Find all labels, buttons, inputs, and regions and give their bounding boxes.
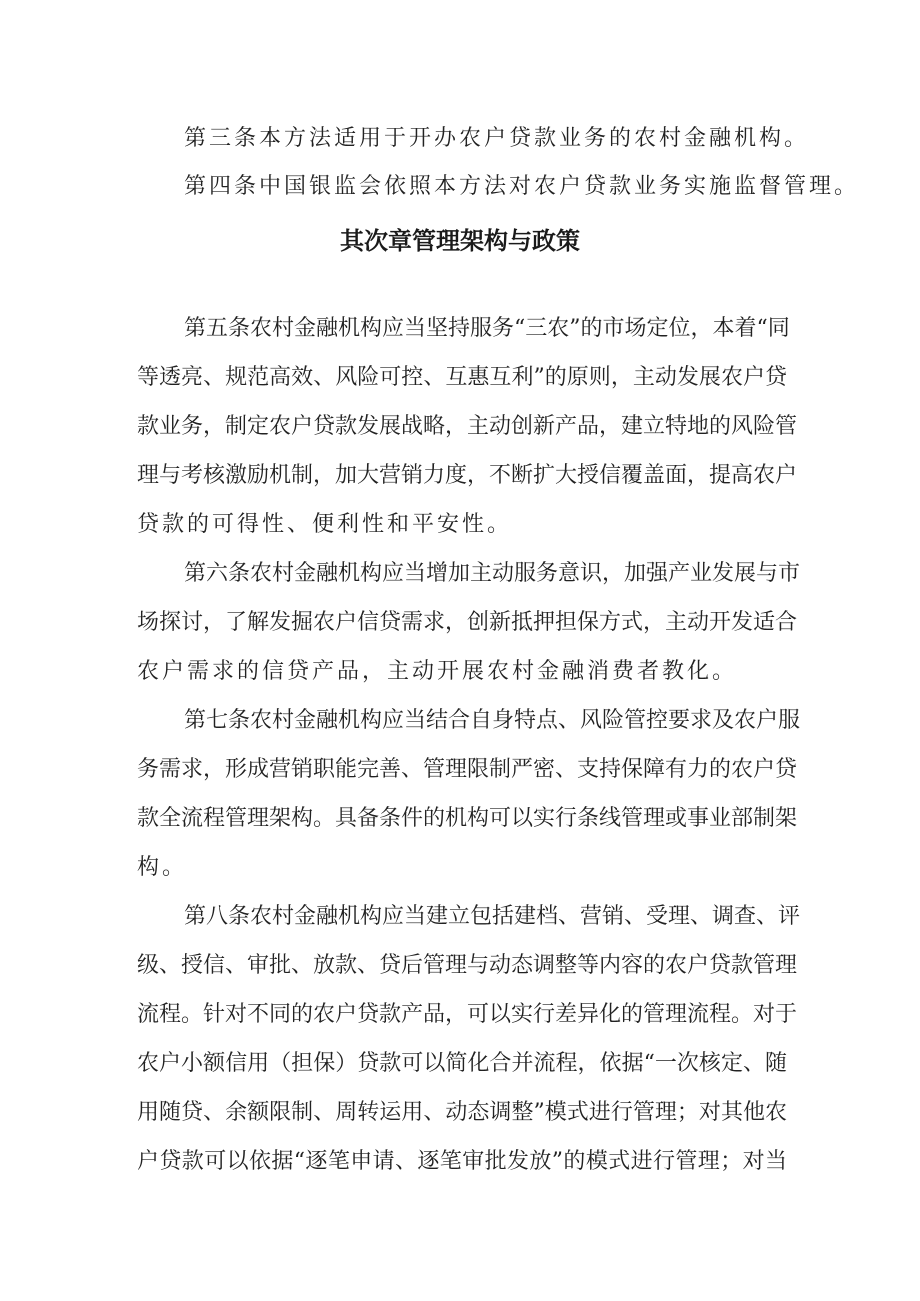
article-3-line: 第三条本方法适用于开办农户贷款业务的农村金融机构。 bbox=[184, 126, 810, 151]
article-5-line: 理与考核激励机制，加大营销力度，不断扩大授信覆盖面，提高农户 bbox=[137, 463, 798, 488]
chapter-heading: 其次章管理架构与政策 bbox=[340, 227, 580, 255]
article-8-line: 用随贷、余额限制、周转运用、动态调整”模式进行管理；对其他农 bbox=[137, 1100, 787, 1125]
article-7-line: 款全流程管理架构。具备条件的机构可以实行条线管理或事业部制架 bbox=[137, 806, 798, 831]
article-7-line: 务需求，形成营销职能完善、管理限制严密、支持保障有力的农户贷 bbox=[137, 757, 798, 782]
article-5-line: 款业务，制定农户贷款发展战略，主动创新产品，建立特地的风险管 bbox=[137, 414, 798, 439]
article-6-line: 农户需求的信贷产品，主动开展农村金融消费者教化。 bbox=[137, 659, 738, 684]
article-6-line: 场探讨，了解发掘农户信贷需求，创新抵押担保方式，主动开发适合 bbox=[137, 610, 798, 635]
article-8-line: 级、授信、审批、放款、贷后管理与动态调整等内容的农户贷款管理 bbox=[137, 953, 798, 978]
article-4-line: 第四条中国银监会依照本方法对农户贷款业务实施监督管理。 bbox=[184, 174, 860, 199]
article-8-line: 农户小额信用（担保）贷款可以简化合并流程，依据“一次核定、随 bbox=[137, 1051, 787, 1076]
article-7-line: 第七条农村金融机构应当结合自身特点、风险管控要求及农户服 bbox=[184, 708, 801, 733]
article-5-line: 等透亮、规范高效、风险可控、互惠互利”的原则，主动发展农户贷 bbox=[137, 365, 787, 390]
article-8-line: 第八条农村金融机构应当建立包括建档、营销、受理、调查、评 bbox=[184, 904, 801, 929]
article-5-line: 贷款的可得性、便利性和平安性。 bbox=[137, 512, 513, 537]
article-6-line: 第六条农村金融机构应当增加主动服务意识，加强产业发展与市 bbox=[184, 561, 801, 586]
article-8-line: 流程。针对不同的农户贷款产品，可以实行差异化的管理流程。对于 bbox=[137, 1002, 798, 1027]
article-8-line: 户贷款可以依据“逐笔申请、逐笔审批发放”的模式进行管理；对当 bbox=[137, 1149, 787, 1174]
article-7-line: 构。 bbox=[137, 855, 188, 880]
article-5-line: 第五条农村金融机构应当坚持服务“三农”的市场定位，本着“同 bbox=[184, 316, 790, 341]
